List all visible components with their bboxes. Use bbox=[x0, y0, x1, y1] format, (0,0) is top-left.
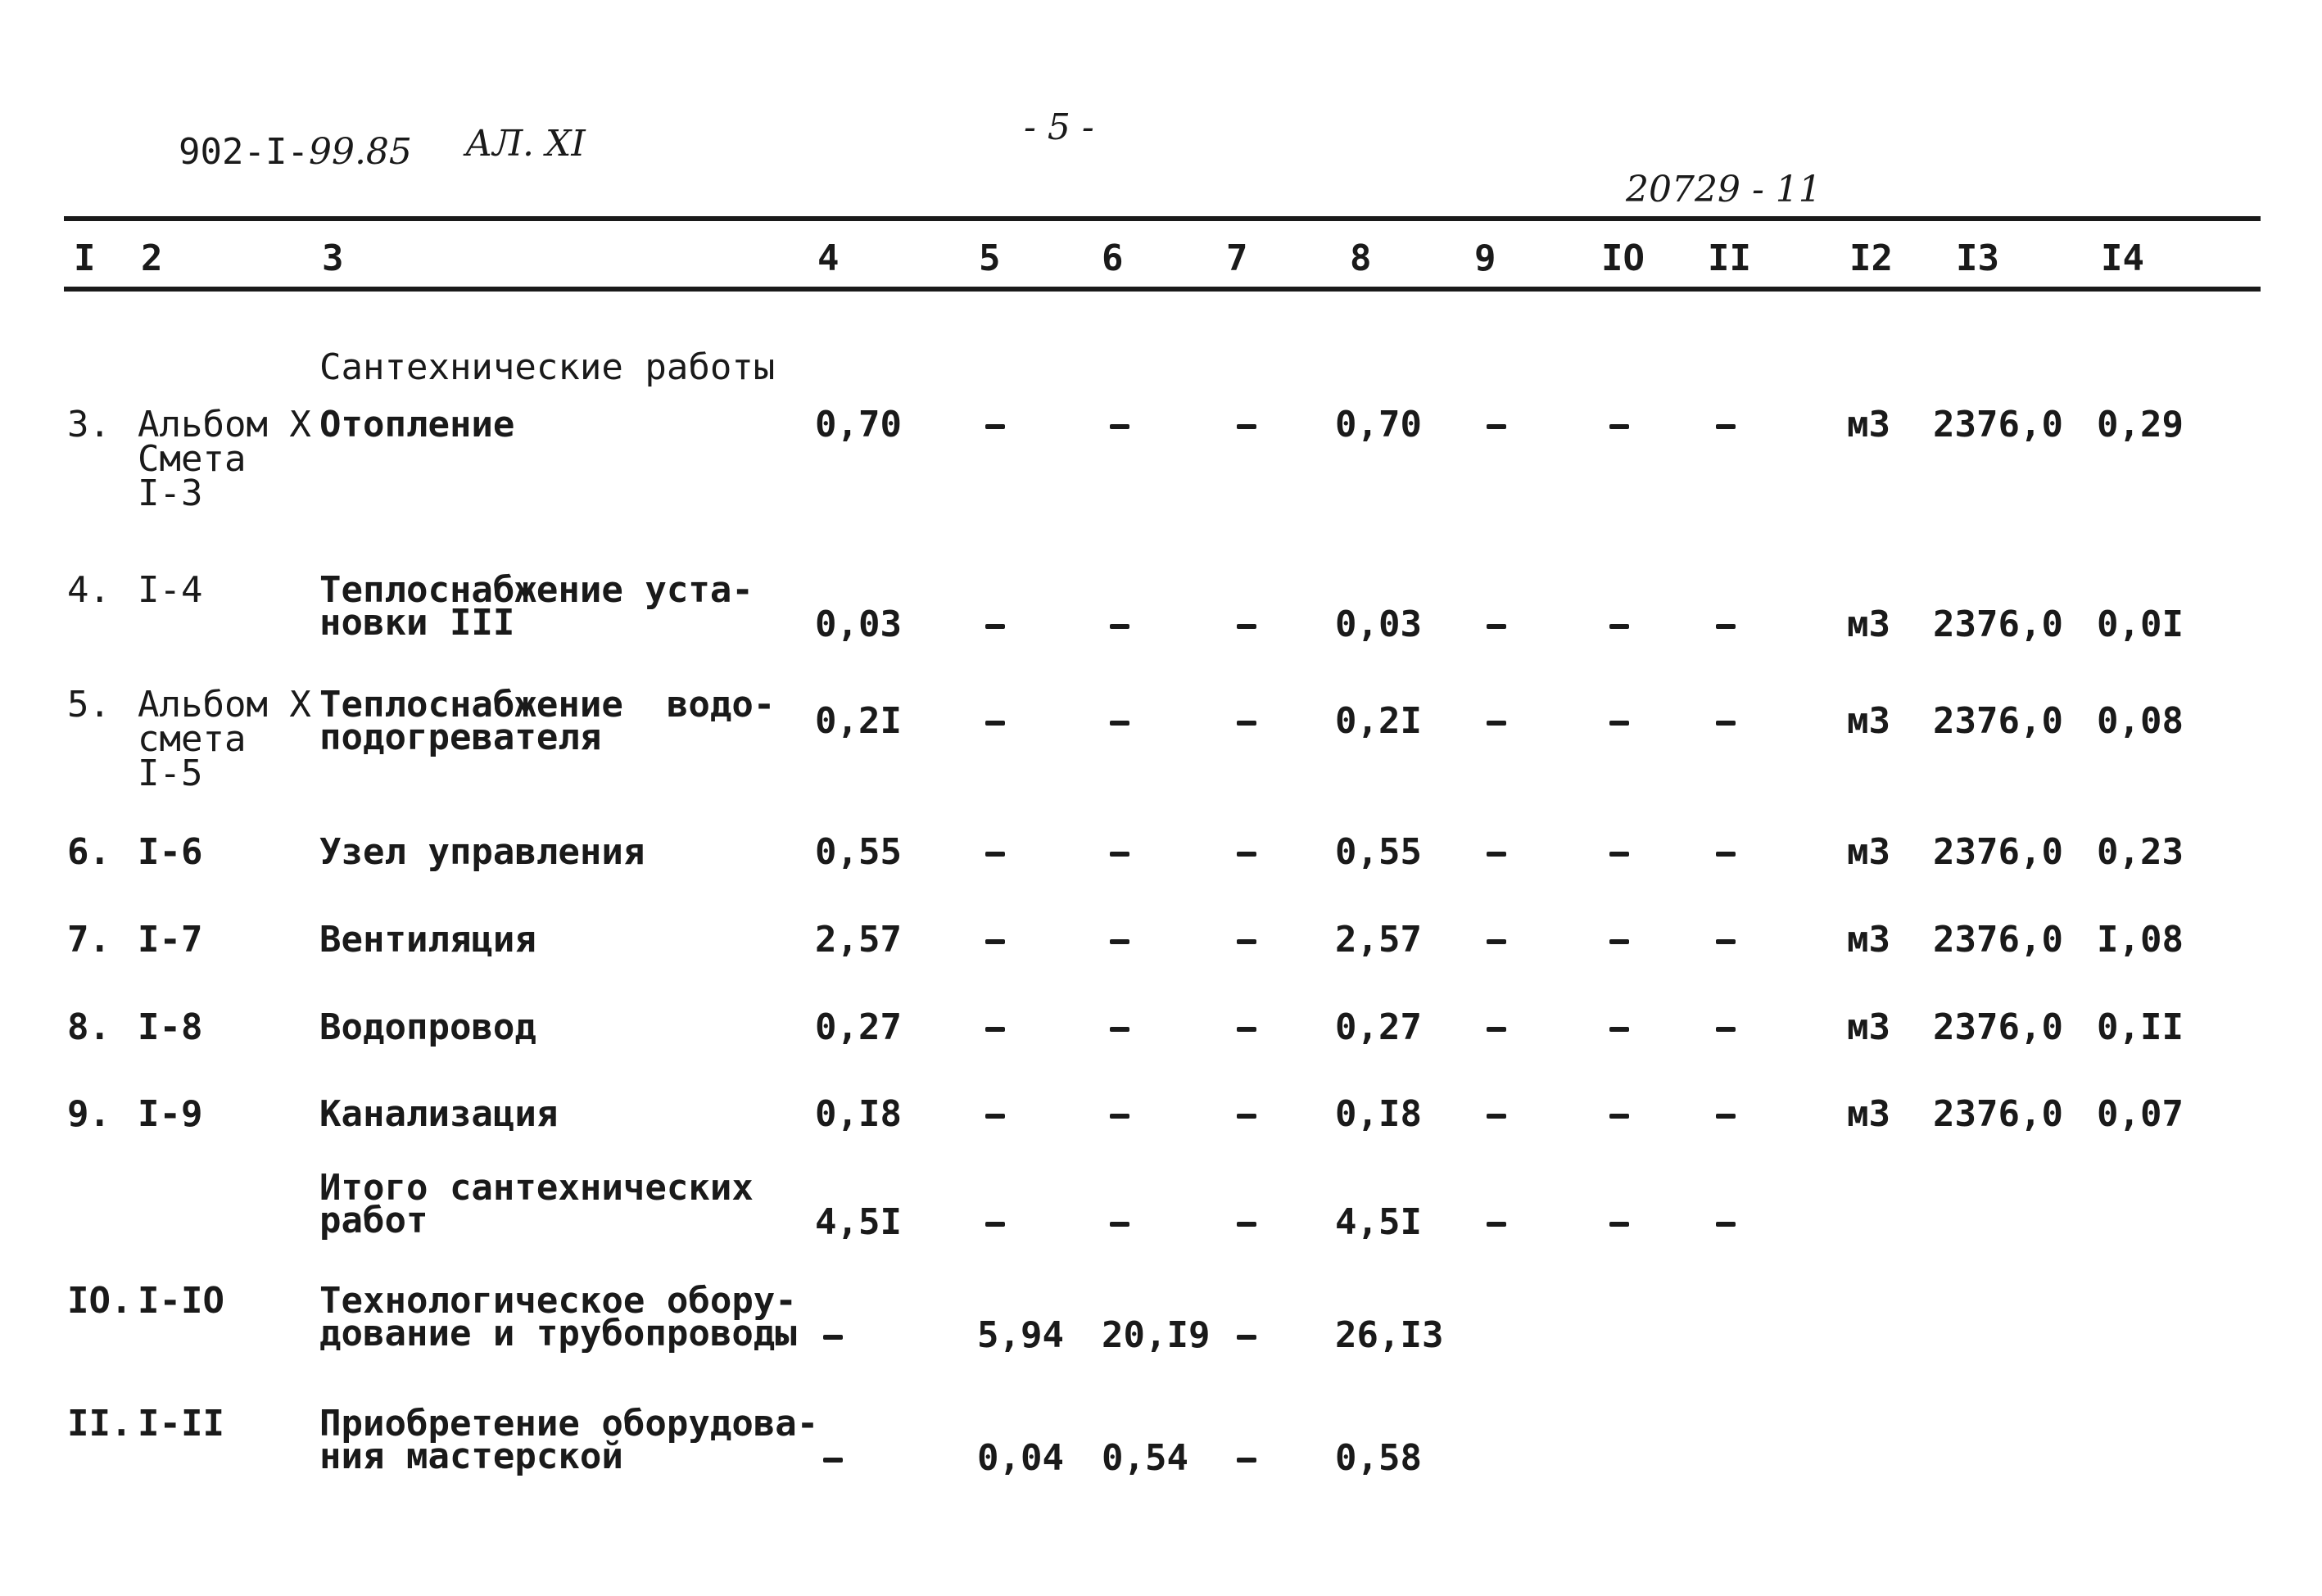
section-title: Сантехнические работы bbox=[319, 346, 776, 388]
value-unit: м3 bbox=[1847, 919, 1890, 961]
row-reference: I-II bbox=[138, 1403, 224, 1445]
value-c8: 0,2I bbox=[1335, 700, 1422, 742]
empty-dash bbox=[1487, 624, 1506, 629]
header-top-rule bbox=[64, 216, 2261, 221]
empty-dash bbox=[1487, 1222, 1506, 1227]
empty-dash bbox=[1609, 1222, 1629, 1227]
value-qty: 2376,0 bbox=[1933, 604, 2063, 645]
empty-dash bbox=[1609, 624, 1629, 629]
empty-dash bbox=[1716, 624, 1736, 629]
row-reference: Альбом X bbox=[138, 684, 311, 726]
empty-dash bbox=[1487, 721, 1506, 726]
value-c14: 0,07 bbox=[2097, 1093, 2184, 1135]
value-c14: 0,29 bbox=[2097, 404, 2184, 445]
empty-dash bbox=[1716, 1027, 1736, 1032]
empty-dash bbox=[1110, 939, 1129, 944]
row-number: 6. bbox=[67, 831, 111, 873]
empty-dash bbox=[1487, 1027, 1506, 1032]
value-c4: 4,5I bbox=[815, 1201, 902, 1243]
value-c8: 26,I3 bbox=[1335, 1314, 1444, 1356]
value-c8: 0,58 bbox=[1335, 1437, 1422, 1479]
empty-dash bbox=[1237, 721, 1256, 726]
empty-dash bbox=[1237, 1027, 1256, 1032]
value-c8: 0,03 bbox=[1335, 604, 1422, 645]
column-number: I3 bbox=[1956, 237, 1999, 279]
empty-dash bbox=[985, 1222, 1005, 1227]
empty-dash bbox=[823, 1458, 843, 1463]
empty-dash bbox=[1237, 1458, 1256, 1463]
value-unit: м3 bbox=[1847, 831, 1890, 873]
empty-dash bbox=[1237, 1222, 1256, 1227]
page-number: - 5 - bbox=[1024, 106, 1094, 148]
value-c8: 0,70 bbox=[1335, 404, 1422, 445]
empty-dash bbox=[985, 939, 1005, 944]
row-description: Технологическое обору- bbox=[319, 1280, 797, 1322]
row-description: Отопление bbox=[319, 404, 515, 445]
empty-dash bbox=[1487, 1114, 1506, 1119]
empty-dash bbox=[985, 624, 1005, 629]
column-number: I4 bbox=[2101, 237, 2144, 279]
empty-dash bbox=[1487, 852, 1506, 857]
empty-dash bbox=[1609, 1114, 1629, 1119]
value-unit: м3 bbox=[1847, 604, 1890, 645]
value-c4: 0,03 bbox=[815, 604, 902, 645]
value-c14: 0,08 bbox=[2097, 700, 2184, 742]
empty-dash bbox=[985, 424, 1005, 429]
value-c8: 2,57 bbox=[1335, 919, 1422, 961]
row-description: работ bbox=[319, 1200, 428, 1241]
value-c4: 2,57 bbox=[815, 919, 902, 961]
value-unit: м3 bbox=[1847, 404, 1890, 445]
value-c5: 5,94 bbox=[977, 1314, 1064, 1356]
column-number: IO bbox=[1601, 237, 1645, 279]
empty-dash bbox=[1487, 424, 1506, 429]
column-number: 6 bbox=[1102, 237, 1124, 279]
column-number: 8 bbox=[1350, 237, 1372, 279]
empty-dash bbox=[1609, 424, 1629, 429]
value-c5: 0,04 bbox=[977, 1437, 1064, 1479]
row-description: ния мастерской bbox=[319, 1435, 623, 1477]
value-c4: 0,55 bbox=[815, 831, 902, 873]
value-c6: 20,I9 bbox=[1102, 1314, 1211, 1356]
document-code-handwritten: 99.85 bbox=[308, 131, 412, 173]
empty-dash bbox=[1237, 939, 1256, 944]
column-number: 4 bbox=[817, 237, 840, 279]
value-unit: м3 bbox=[1847, 1093, 1890, 1135]
empty-dash bbox=[1716, 1222, 1736, 1227]
empty-dash bbox=[1237, 624, 1256, 629]
column-number: I bbox=[74, 237, 96, 279]
empty-dash bbox=[1110, 424, 1129, 429]
document-code bbox=[179, 131, 412, 173]
row-number: 5. bbox=[67, 684, 111, 726]
empty-dash bbox=[985, 721, 1005, 726]
column-number: 2 bbox=[141, 237, 163, 279]
column-number: II bbox=[1708, 237, 1751, 279]
empty-dash bbox=[1110, 1027, 1129, 1032]
column-number: 5 bbox=[979, 237, 1001, 279]
row-description: Узел управления bbox=[319, 831, 645, 873]
row-reference: I-4 bbox=[138, 569, 203, 611]
empty-dash bbox=[823, 1335, 843, 1340]
column-number: 7 bbox=[1226, 237, 1248, 279]
empty-dash bbox=[985, 1027, 1005, 1032]
value-c4: 0,27 bbox=[815, 1006, 902, 1048]
empty-dash bbox=[1609, 721, 1629, 726]
empty-dash bbox=[1609, 1027, 1629, 1032]
row-reference: I-IO bbox=[138, 1280, 224, 1322]
empty-dash bbox=[1716, 721, 1736, 726]
row-reference: I-6 bbox=[138, 831, 203, 873]
empty-dash bbox=[1110, 721, 1129, 726]
row-reference: Альбом X bbox=[138, 404, 311, 445]
value-qty: 2376,0 bbox=[1933, 700, 2063, 742]
empty-dash bbox=[1487, 939, 1506, 944]
row-number: 8. bbox=[67, 1006, 111, 1048]
value-c8: 0,I8 bbox=[1335, 1093, 1422, 1135]
value-c14: 0,23 bbox=[2097, 831, 2184, 873]
empty-dash bbox=[1110, 1222, 1129, 1227]
empty-dash bbox=[1237, 1335, 1256, 1340]
row-number: 4. bbox=[67, 569, 111, 611]
value-qty: 2376,0 bbox=[1933, 919, 2063, 961]
empty-dash bbox=[1237, 852, 1256, 857]
row-reference: I-5 bbox=[138, 753, 203, 794]
column-number: 3 bbox=[322, 237, 344, 279]
column-number: I2 bbox=[1849, 237, 1893, 279]
empty-dash bbox=[1716, 424, 1736, 429]
header-bottom-rule bbox=[64, 287, 2261, 292]
empty-dash bbox=[1237, 424, 1256, 429]
row-description: Приобретение оборудова- bbox=[319, 1403, 819, 1445]
row-description: дование и трубопроводы bbox=[319, 1313, 797, 1354]
value-c4: 0,2I bbox=[815, 700, 902, 742]
value-c8: 0,27 bbox=[1335, 1006, 1422, 1048]
value-qty: 2376,0 bbox=[1933, 404, 2063, 445]
value-c6: 0,54 bbox=[1102, 1437, 1188, 1479]
row-reference: I-3 bbox=[138, 472, 203, 514]
empty-dash bbox=[1716, 1114, 1736, 1119]
row-description: новки III bbox=[319, 602, 515, 644]
row-reference: I-7 bbox=[138, 919, 203, 961]
value-c4: 0,70 bbox=[815, 404, 902, 445]
column-number: 9 bbox=[1474, 237, 1496, 279]
value-qty: 2376,0 bbox=[1933, 1006, 2063, 1048]
row-description: Теплоснабжение уста- bbox=[319, 569, 754, 611]
album-mark: АЛ. XI bbox=[465, 123, 586, 165]
empty-dash bbox=[985, 852, 1005, 857]
value-c14: 0,0I bbox=[2097, 604, 2184, 645]
value-c14: 0,II bbox=[2097, 1006, 2184, 1048]
row-description: Итого сантехнических bbox=[319, 1167, 754, 1209]
row-number: IO. bbox=[67, 1280, 133, 1322]
row-description: Вентиляция bbox=[319, 919, 536, 961]
empty-dash bbox=[1716, 852, 1736, 857]
row-description: Теплоснабжение водо- bbox=[319, 684, 776, 726]
value-qty: 2376,0 bbox=[1933, 831, 2063, 873]
value-unit: м3 bbox=[1847, 700, 1890, 742]
value-c4: 0,I8 bbox=[815, 1093, 902, 1135]
row-reference: смета bbox=[138, 718, 247, 760]
empty-dash bbox=[1237, 1114, 1256, 1119]
empty-dash bbox=[1609, 852, 1629, 857]
value-c8: 4,5I bbox=[1335, 1201, 1422, 1243]
row-reference: I-8 bbox=[138, 1006, 203, 1048]
empty-dash bbox=[1110, 852, 1129, 857]
value-c8: 0,55 bbox=[1335, 831, 1422, 873]
row-number: 3. bbox=[67, 404, 111, 445]
row-reference: I-9 bbox=[138, 1093, 203, 1135]
empty-dash bbox=[1609, 939, 1629, 944]
row-number: 7. bbox=[67, 919, 111, 961]
value-qty: 2376,0 bbox=[1933, 1093, 2063, 1135]
row-description: Водопровод bbox=[319, 1006, 536, 1048]
empty-dash bbox=[1110, 624, 1129, 629]
empty-dash bbox=[1110, 1114, 1129, 1119]
row-number: II. bbox=[67, 1403, 133, 1445]
inventory-number: 20729 - 11 bbox=[1626, 169, 1822, 210]
row-number: 9. bbox=[67, 1093, 111, 1135]
value-unit: м3 bbox=[1847, 1006, 1890, 1048]
empty-dash bbox=[1716, 939, 1736, 944]
row-reference: Смета bbox=[138, 438, 247, 480]
document-code-prefix: 902-I- bbox=[179, 131, 309, 173]
empty-dash bbox=[985, 1114, 1005, 1119]
row-description: подогревателя bbox=[319, 717, 602, 758]
row-description: Канализация bbox=[319, 1093, 559, 1135]
value-c14: I,08 bbox=[2097, 919, 2184, 961]
